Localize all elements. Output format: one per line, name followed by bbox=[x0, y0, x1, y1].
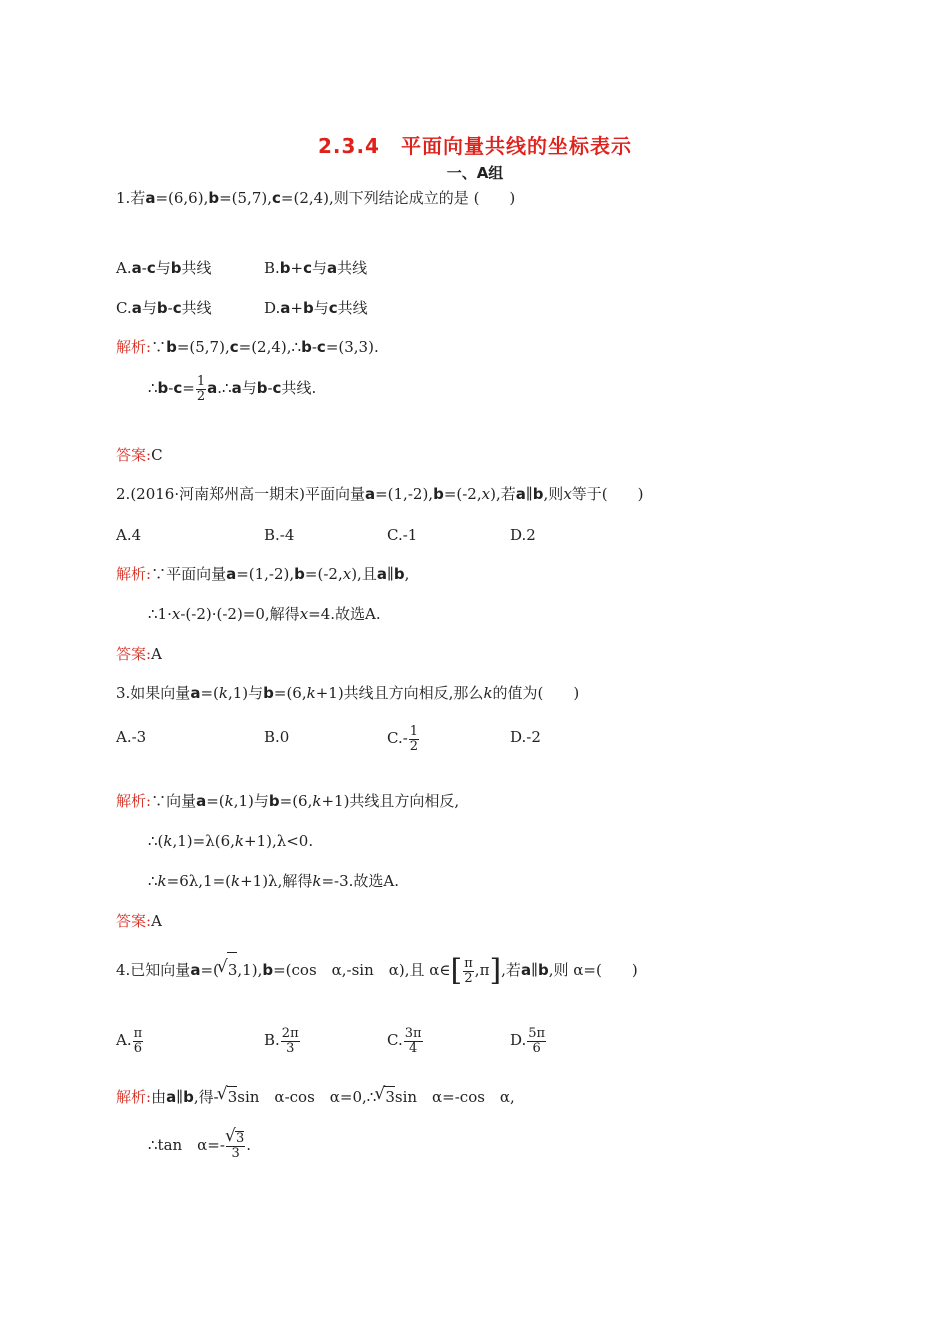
q2-solution-line1: 解析:∵平面向量a=(1,-2),b=(-2,x),且a∥b, bbox=[116, 565, 410, 583]
fraction: √ $\frac{3}{3}$ bbox=[226, 1131, 245, 1161]
q1-option-b: B.b+c与a共线 bbox=[264, 259, 368, 277]
q1-solution-line2: ∴b-c= $\frac{1}{2}$ a.∴a与b-c共线. bbox=[148, 373, 317, 404]
q2-stem: 2.(2016·河南郑州高一期末)平面向量a=(1,-2),b=(-2,x),若a∥b,则x等于( ) bbox=[116, 485, 644, 503]
q2-option-a: A.4 bbox=[116, 526, 142, 544]
answer-label: 答案: bbox=[116, 446, 152, 464]
fraction: $\frac{3\pi}{4}$ bbox=[404, 1025, 422, 1056]
sqrt: √ 3 bbox=[227, 952, 238, 987]
q2-option-d: D.2 bbox=[510, 526, 536, 544]
sqrt: √ 3 bbox=[384, 1086, 395, 1107]
fraction: $\frac{2\pi}{3}$ bbox=[281, 1025, 299, 1056]
solution-label: 解析: bbox=[116, 565, 152, 583]
sqrt: √ 3 bbox=[227, 1086, 238, 1107]
solution-label: 解析: bbox=[116, 1088, 152, 1106]
q3-option-a: A.-3 bbox=[116, 728, 147, 746]
fraction: $\frac{\pi}{6}$ bbox=[133, 1025, 143, 1056]
vector-c: c bbox=[272, 189, 281, 207]
q4-option-d: D. $\frac{5\pi}{6}$ bbox=[510, 1025, 546, 1056]
fraction: $\frac{5\pi}{6}$ bbox=[528, 1025, 546, 1056]
q3-solution-line2: ∴(k,1)=λ(6,k+1),λ<0. bbox=[148, 832, 314, 850]
q1-stem: 1.若a=(6,6),b=(5,7),c=(2,4),则下列结论成立的是 ( ) bbox=[116, 189, 516, 207]
q3-answer: 答案:A bbox=[116, 912, 162, 930]
q1-answer: 答案:C bbox=[116, 446, 163, 464]
q4-option-a: A. $\frac{\pi}{6}$ bbox=[116, 1025, 143, 1056]
solution-label: 解析: bbox=[116, 792, 152, 810]
q1-option-a: A.a-c与b共线 bbox=[116, 259, 212, 277]
q1-option-d: D.a+b与c共线 bbox=[264, 299, 368, 317]
q2-solution-line2: ∴1·x-(-2)·(-2)=0,解得x=4.故选A. bbox=[148, 605, 381, 623]
q4-stem: 4.已知向量a=(√ 3,1),b=(cos α,-sin α),且 α∈[ $\frac{\pi}{2}$ ,π],若a∥b,则 α=( ) bbox=[116, 952, 638, 987]
q2-option-b: B.-4 bbox=[264, 526, 295, 544]
solution-label: 解析: bbox=[116, 338, 152, 356]
fraction: $\frac{\pi}{2}$ bbox=[464, 955, 473, 986]
fraction: $\frac{1}{2}$ bbox=[409, 723, 419, 754]
q3-solution-line3: ∴k=6λ,1=(k+1)λ,解得k=-3.故选A. bbox=[148, 872, 399, 890]
q3-solution-line1: 解析:∵向量a=(k,1)与b=(6,k+1)共线且方向相反, bbox=[116, 792, 460, 810]
q3-stem: 3.如果向量a=(k,1)与b=(6,k+1)共线且方向相反,那么k的值为( ) bbox=[116, 684, 580, 702]
q2-answer: 答案:A bbox=[116, 645, 162, 663]
q3-option-b: B.0 bbox=[264, 728, 290, 746]
vector-b: b bbox=[208, 189, 220, 207]
q4-option-c: C. $\frac{3\pi}{4}$ bbox=[387, 1025, 422, 1056]
text: 1.若 bbox=[116, 189, 146, 207]
section-heading: 一、A组 bbox=[446, 164, 504, 182]
q2-option-c: C.-1 bbox=[387, 526, 418, 544]
q1-solution-line1: 解析:∵b=(5,7),c=(2,4),∴b-c=(3,3). bbox=[116, 338, 379, 356]
vector-a: a bbox=[145, 189, 156, 207]
sqrt: √ 3 bbox=[235, 1131, 244, 1146]
q1-option-c: C.a与b-c共线 bbox=[116, 299, 212, 317]
page-title: 2.3.4 平面向量共线的坐标表示 bbox=[318, 134, 632, 158]
answer-label: 答案: bbox=[116, 912, 152, 930]
q4-solution-line1: 解析:由a∥b,得-√ 3sin α-cos α=0,∴√ 3sin α=-cos α, bbox=[116, 1086, 515, 1107]
q3-option-c: C.- $\frac{1}{2}$ bbox=[387, 723, 419, 754]
fraction: $\frac{1}{2}$ bbox=[196, 373, 206, 404]
q4-option-b: B. $\frac{2\pi}{3}$ bbox=[264, 1025, 299, 1056]
q3-option-d: D.-2 bbox=[510, 728, 541, 746]
q4-solution-line2: ∴tan α=- √ $\frac{3}{3}$ . bbox=[148, 1128, 251, 1162]
answer-label: 答案: bbox=[116, 645, 152, 663]
